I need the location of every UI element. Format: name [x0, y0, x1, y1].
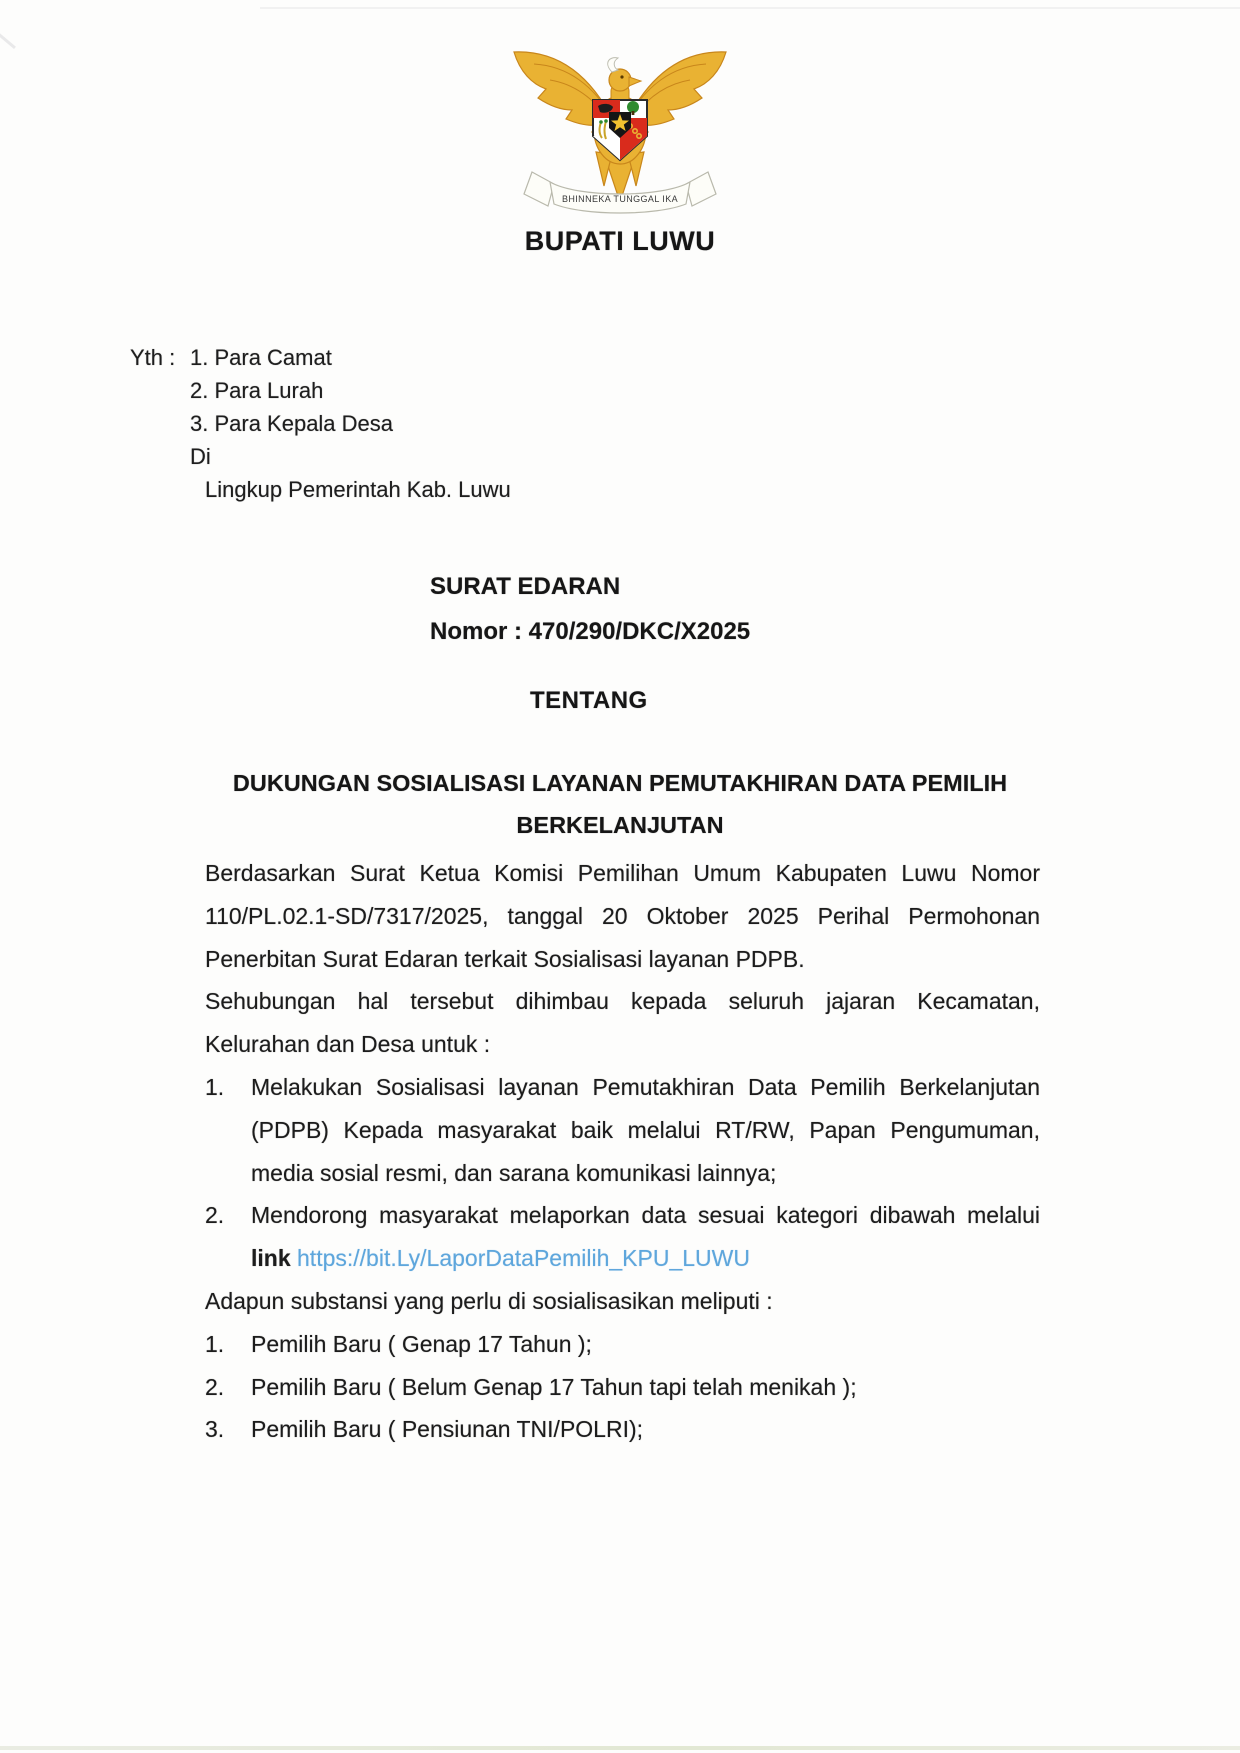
recipient-di-label: Di — [190, 444, 211, 469]
letter-body — [205, 852, 1040, 1451]
letter-subject-line2: BERKELANJUTAN — [516, 812, 724, 838]
item-number: 2. — [205, 1373, 225, 1400]
recipient-scope: Lingkup Pemerintah Kab. Luwu — [205, 477, 511, 502]
link-label: link — [251, 1245, 291, 1272]
substance-item-2 — [205, 1366, 1040, 1409]
item-text: Mendorong masyarakat melaporkan data sesuai kategori dibawah melalui — [251, 1202, 1040, 1229]
letter-number: Nomor : 470/290/DKC/X2025 — [430, 618, 751, 645]
subject-block — [430, 564, 1240, 654]
item-text: Pemilih Baru ( Belum Genap 17 Tahun tapi telah menikah ); — [251, 1373, 857, 1400]
item-number: 1. — [205, 1073, 225, 1100]
item-number: 2. — [205, 1202, 225, 1229]
paragraph-substance: Adapun substansi yang perlu di sosialisasikan meliputi : — [205, 1287, 773, 1314]
recipient-item-2: 2. Para Lurah — [190, 378, 324, 403]
recipient-block — [130, 341, 1240, 506]
letterhead-title: BUPATI LUWU — [524, 226, 716, 256]
garuda-pancasila-svg — [508, 26, 732, 218]
paragraph-appeal: Sehubungan hal tersebut dihimbau kepada seluruh jajaran Kecamatan, Kelurahan dan Desa untuk : — [205, 988, 1040, 1058]
recipient-item-1: 1. Para Camat — [190, 345, 332, 370]
instruction-item-1 — [205, 1066, 1040, 1194]
about-label: TENTANG — [530, 687, 648, 714]
item-text: Pemilih Baru ( Pensiunan TNI/POLRI); — [251, 1416, 644, 1443]
motto-text: BHINNEKA TUNGGAL IKA — [561, 194, 679, 204]
letter-type-title: SURAT EDARAN — [430, 573, 621, 600]
recipient-item-3: 3. Para Kepala Desa — [190, 411, 394, 436]
garuda-head — [608, 58, 641, 104]
letter-subject-line1: DUKUNGAN SOSIALISASI LAYANAN PEMUTAKHIRAN DATA PEMILIH — [232, 770, 1008, 796]
substance-item-1 — [205, 1323, 1040, 1366]
instruction-item-2 — [205, 1194, 1040, 1280]
item-text: Pemilih Baru ( Genap 17 Tahun ); — [251, 1330, 592, 1357]
paragraph-basis: Berdasarkan Surat Ketua Komisi Pemilihan Umum Kabupaten Luwu Nomor 110/PL.02.1-SD/7317/2025, tanggal 20 Oktober 2025 Perihal Permohonan Penerbitan Surat Edaran terkait Sosialisasi layanan PDPB. — [205, 860, 1040, 972]
garuda-pancasila-emblem — [508, 26, 732, 218]
report-data-link[interactable]: https://bit.Ly/LaporDataPemilih_KPU_LUWU — [297, 1245, 750, 1272]
item-text: Melakukan Sosialisasi layanan Pemutakhiran Data Pemilih Berkelanjutan (PDPB) Kepada masyarakat baik melalui RT/RW, Papan Pengumuman, media sosial resmi, dan sarana komunikasi lainnya; — [251, 1073, 1040, 1186]
recipient-label: Yth : — [130, 345, 176, 370]
letter-subject-title — [205, 762, 1035, 846]
scan-artifact-bottom-edge — [0, 1746, 1240, 1750]
substance-item-3 — [205, 1408, 1040, 1451]
scan-artifact-top-edge — [260, 7, 1240, 9]
item-number: 1. — [205, 1330, 225, 1357]
item-number: 3. — [205, 1416, 225, 1443]
scan-artifact-corner-mark — [0, 30, 16, 49]
